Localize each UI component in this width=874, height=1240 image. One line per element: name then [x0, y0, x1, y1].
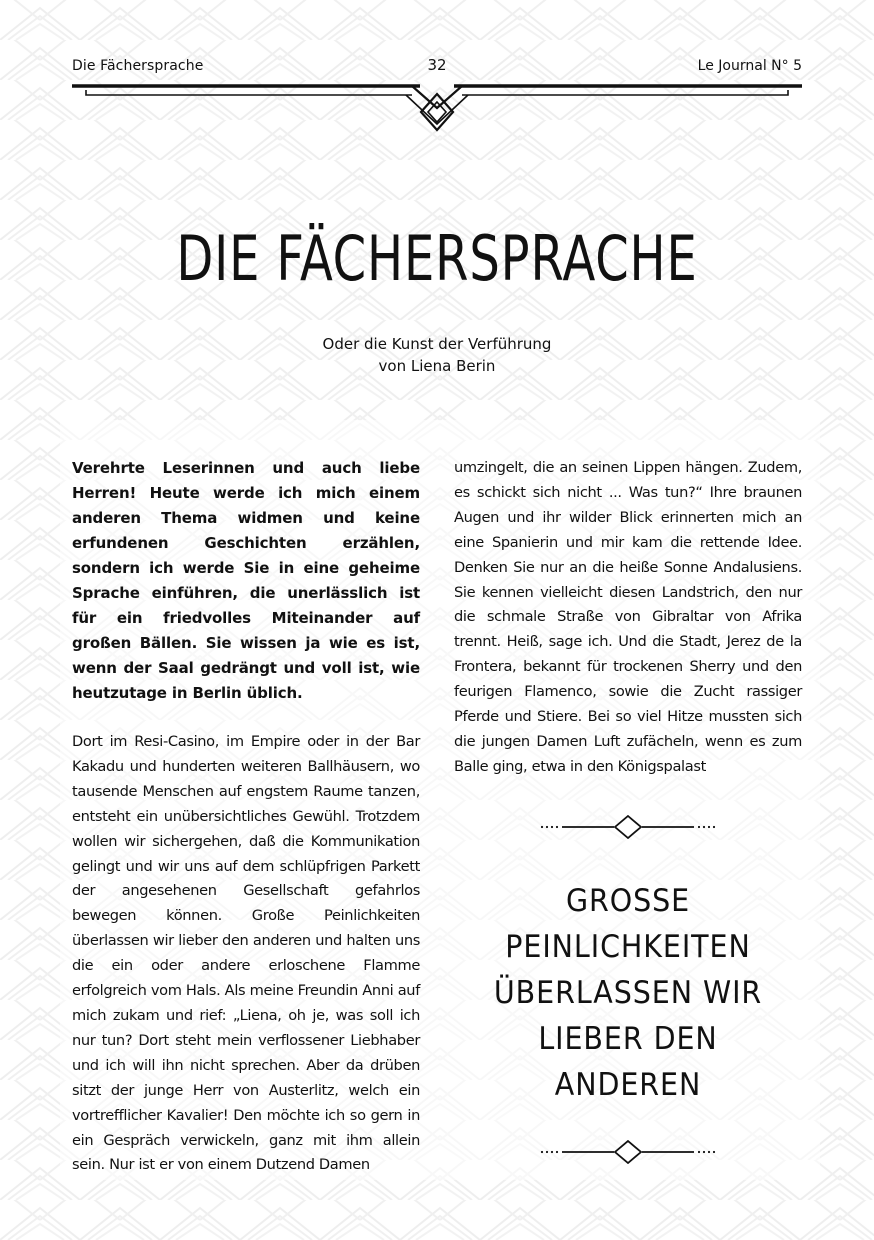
page-number: 32 — [427, 56, 447, 74]
pull-quote: GROSSE PEINLICHKEITEN ÜBERLASSEN WIR LIEBER DEN ANDEREN — [493, 883, 763, 1103]
author-byline: von Liena Berin — [378, 357, 496, 375]
diamond-divider-icon — [540, 815, 716, 839]
running-head-left: Die Fächersprache — [72, 58, 204, 74]
left-column — [72, 456, 420, 1178]
article-title: DIE FÄCHERSPRACHE — [176, 222, 698, 295]
article-subtitle — [0, 333, 874, 377]
intro-paragraph: Verehrte Leserinnen und auch liebe Herren! Heute werde ich mich einem anderen Thema widmen und keine erfundenen Geschichten erzählen, sondern ich werde Sie in eine geheime Sprache einführen, die unerlässlich ist für ein friedvolles Miteinander auf großen Bällen. Sie wissen ja wie es ist, wenn der Saal gedrängt und voll ist, wie heutzutage in Berlin üblich. — [72, 459, 420, 702]
body-paragraph-left: Dort im Resi-Casino, im Empire oder in der Bar Kakadu und hunderten weiteren Ballhäusern, wo tausende Menschen auf engstem Raume tanzen, entsteht ein unübersichtliches Gewühl. Trotzdem wollen wir sichergehen, daß die Kommunikation gelingt und wir uns auf dem schlüpfrigen Parkett der angesehenen Gesellschaft gefahrlos bewegen können. Große Peinlichkeiten überlassen wir lieber den anderen und halten uns die ein oder andere erloschene Flamme erfolgreich vom Hals. Als meine Freundin Anni auf mich zukam und rief: „Liena, oh je, was soll ich nur tun? Dort steht mein verflossener Liebhaber und ich will ihn nicht sprechen. Aber da drüben sitzt der junge Herr von Austerlitz, welch ein vortrefflicher Kavalier! Den möchte ich so gern in ein Gespräch verwickeln, ganz mit ihm allein sein. Nur ist er von einem Dutzend Damen — [72, 733, 420, 1174]
running-head-right: Le Journal N° 5 — [697, 58, 802, 74]
art-deco-diamond-ornament-icon — [0, 0, 874, 140]
right-column — [454, 456, 802, 780]
diamond-divider-icon — [540, 1140, 716, 1164]
subtitle-tagline: Oder die Kunst der Verführung — [322, 335, 552, 353]
body-paragraph-right: umzingelt, die an seinen Lippen hängen. Zudem, es schickt sich nicht ... Was tun?“ Ihre braunen Augen und ihr wilder Blick erinnerten mich an eine Spanierin und mir kam die rettende Idee. Denken Sie nur an die heiße Sonne Andalusiens. Sie kennen vielleicht diesen Landstrich, den nur die schmale Straße von Gibraltar von Afrika trennt. Heiß, sage ich. Und die Stadt, Jerez de la Frontera, bekannt für trockenen Sherry und den feurigen Flamenco, sowie die Zucht rassiger Pferde und Stiere. Bei so viel Hitze mussten sich die jungen Damen Luft zufächeln, wenn es zum Balle ging, etwa in den Königspalast — [454, 459, 802, 775]
